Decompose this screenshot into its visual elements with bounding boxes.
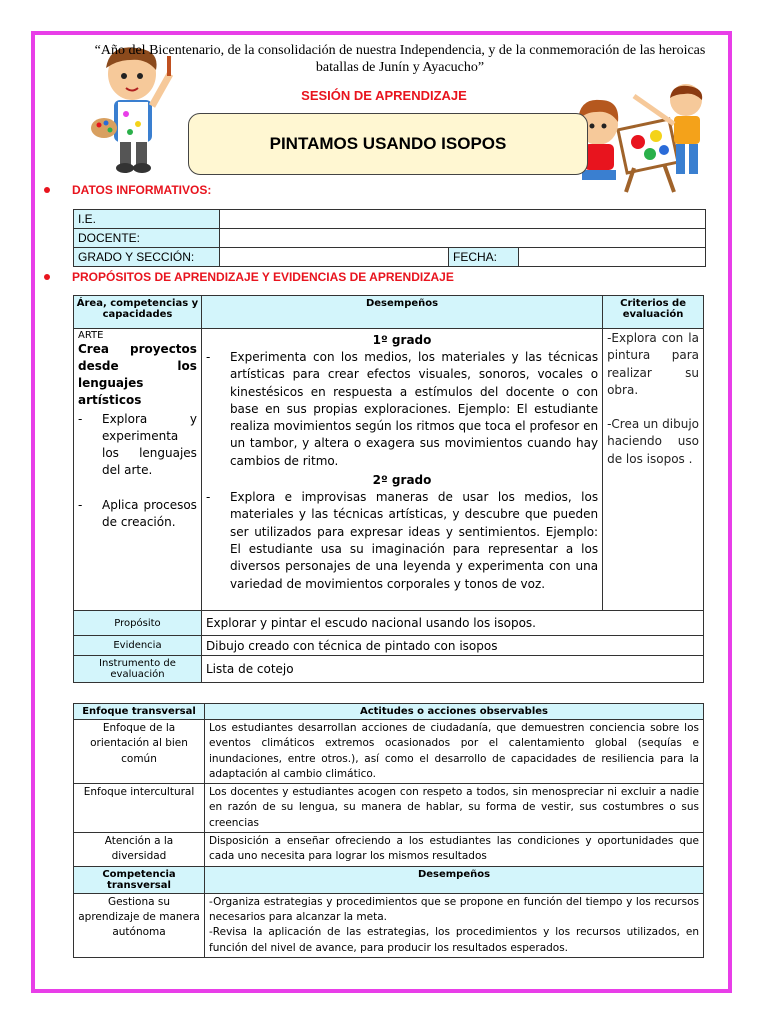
evidencia-value: Dibujo creado con técnica de pintado con isopos: [201, 636, 703, 656]
desempeno-1: - Experimenta con los medios, los materiales y las técnicas artísticas para crear efectos visuales, sonoros, vocales o kinestésicos en respuesta a estímulos del docente o con base en sus propias exploraciones. Ejemplo: El estudiante realiza movimientos según los ritmos que toca el profesor en un tambor, y altera o exagera sus movimientos cuando hay cambios de ritmo.: [205, 350, 599, 468]
desempenos-cell: [201, 329, 602, 611]
col-enfoque-header: Enfoque transversal: [74, 704, 205, 720]
col-competencia-header: Competencia transversal: [74, 866, 205, 893]
section-datos: [44, 183, 211, 197]
bullet-icon: [44, 274, 50, 280]
proposito-label: Propósito: [74, 611, 202, 636]
datos-table: [73, 209, 706, 267]
grado-2-heading: 2º grado: [372, 473, 432, 488]
ie-value[interactable]: [220, 210, 706, 229]
page-title: PINTAMOS USANDO ISOPOS: [269, 134, 507, 153]
desempeno-2: - Explora e improvisas maneras de usar los medios, los materiales y las técnicas artísticas, y descubre que pueden ser utilizados para expresar ideas y sentimientos. Ejemplo: El estudiante usa su imaginación para representar a los diversos personajes de una leyenda y experimenta con una variedad de movimientos corporales y tonos de voz.: [205, 490, 599, 591]
criterio-1: -Explora con la pintura para realizar su obra.: [607, 331, 699, 397]
session-label: SESIÓN DE APRENDIZAJE: [301, 88, 467, 103]
criterio-2: -Crea un dibujo haciendo uso de los isopos .: [607, 417, 699, 466]
capacidad-1: - Explora y experimenta los lenguajes del arte.: [78, 412, 197, 477]
enfoque-name: Enfoque de la orientación al bien común: [74, 720, 205, 784]
enfoque-text: Los estudiantes desarrollan acciones de ciudadanía, que demuestren conciencia sobre los eventos climáticos extremos ocasionados por el calentamiento global (sequías e inundaciones, entre otros.), así como el desarrollo de capacidades de resiliencia para la adaptación al cambio climático.: [205, 720, 704, 784]
competencia-desempenos: [205, 893, 704, 957]
criterios-cell: [603, 329, 704, 611]
docente-label: DOCENTE:: [74, 229, 220, 248]
enfoque-text: Disposición a enseñar ofreciendo a los estudiantes las condiciones y oportunidades que cada uno necesita para lograr los mismos resultados: [205, 833, 704, 867]
enfoque-name: Enfoque intercultural: [74, 784, 205, 833]
competencia: Crea proyectos desde los lenguajes artísticos: [78, 342, 197, 407]
fecha-label: FECHA:: [449, 248, 519, 267]
enfoques-table: [73, 703, 704, 958]
ie-label: I.E.: [74, 210, 220, 229]
datos-heading: DATOS INFORMATIVOS:: [72, 183, 212, 197]
proposito-value: Explorar y pintar el escudo nacional usando los isopos.: [201, 611, 703, 636]
col-area-header: Área, competencias y capacidades: [74, 296, 202, 329]
competencia-desempeno-1: -Organiza estrategias y procedimientos que se propone en función del tiempo y los recursos necesarios para alcanzar la meta.: [209, 895, 699, 923]
bullet-icon: [44, 187, 50, 193]
propositos-table: [73, 295, 704, 683]
capacidad-2: - Aplica procesos de creación.: [78, 498, 197, 529]
grado-1-heading: 1º grado: [372, 333, 432, 347]
col-comp-desempenos-header: Desempeños: [205, 866, 704, 893]
docente-value[interactable]: [220, 229, 706, 248]
area-cell: [74, 329, 202, 611]
section-propositos: [44, 270, 454, 284]
instrumento-value: Lista de cotejo: [201, 656, 703, 683]
instrumento-label: Instrumento de evaluación: [74, 656, 202, 683]
year-motto: “Año del Bicentenario, de la consolidación de nuestra Independencia, y de la conmemoración de las heroicas batallas de Junín y Ayacucho”: [94, 43, 706, 75]
grado-value[interactable]: [220, 248, 449, 267]
propositos-heading: PROPÓSITOS DE APRENDIZAJE Y EVIDENCIAS DE APRENDIZAJE: [72, 270, 454, 284]
enfoque-name: Atención a la diversidad: [74, 833, 205, 867]
area-name: ARTE: [78, 330, 104, 341]
title-box: [188, 113, 588, 175]
evidencia-label: Evidencia: [74, 636, 202, 656]
enfoque-text: Los docentes y estudiantes acogen con respeto a todos, sin menospreciar ni excluir a nadie en razón de su lengua, su manera de hablar, su forma de vestir, sus costumbres o sus creencias: [205, 784, 704, 833]
fecha-value[interactable]: [519, 248, 706, 267]
col-desempenos-header: Desempeños: [201, 296, 602, 329]
col-criterios-header: Criterios de evaluación: [603, 296, 704, 329]
grado-label: GRADO Y SECCIÓN:: [74, 248, 220, 267]
competencia-name: Gestiona su aprendizaje de manera autónoma: [74, 893, 205, 957]
col-actitudes-header: Actitudes o acciones observables: [205, 704, 704, 720]
competencia-desempeno-2: -Revisa la aplicación de las estrategias, los procedimientos y los recursos utilizados, en función del nivel de avance, para producir los resultados esperados.: [209, 926, 699, 954]
